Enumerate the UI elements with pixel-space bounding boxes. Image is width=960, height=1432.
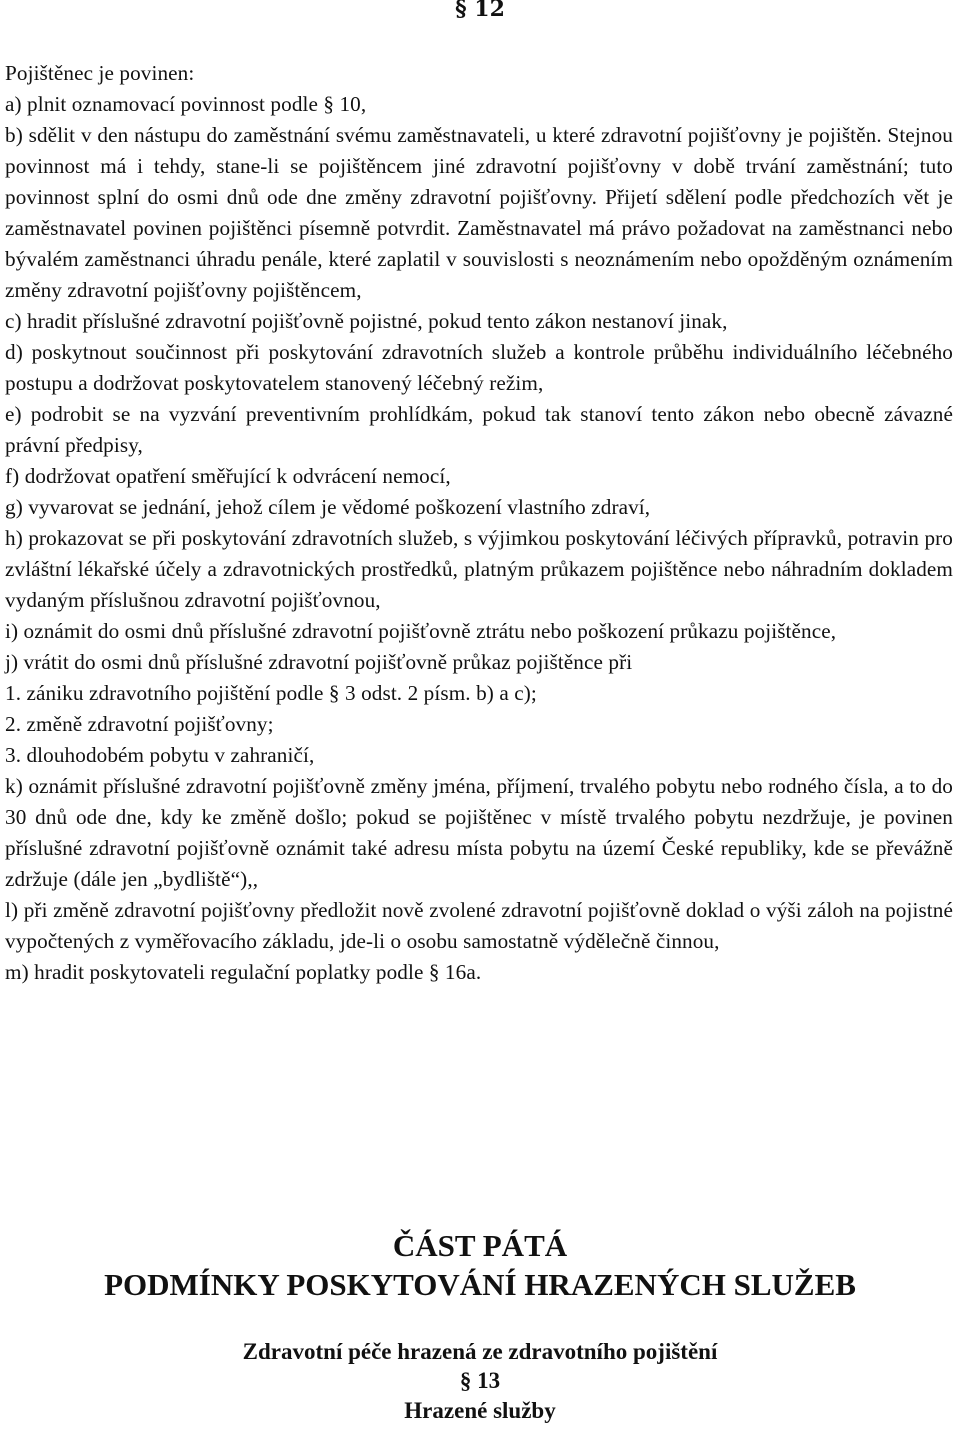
part-number-heading: ČÁST PÁTÁ	[392, 1228, 568, 1263]
section-12-heading: § 12	[455, 0, 505, 22]
obligation-item-e: e) podrobit se na vyzvání preventivním prohlídkám, pokud tak stanoví tento zákon nebo obecně závazné právní předpisy,	[5, 402, 953, 457]
chapter-title-heading: Zdravotní péče hrazená ze zdravotního pojištění	[242, 1339, 718, 1364]
obligation-item-j: j) vrátit do osmi dnů příslušné zdravotní pojišťovně průkaz pojištěnce při	[5, 650, 633, 674]
obligation-item-c: c) hradit příslušné zdravotní pojišťovně pojistné, pokud tento zákon nestanoví jinak,	[5, 309, 728, 333]
part-title-heading: PODMÍNKY POSKYTOVÁNÍ HRAZENÝCH SLUŽEB	[104, 1267, 856, 1302]
obligation-item-k: k) oznámit příslušné zdravotní pojišťovně změny jména, příjmení, trvalého pobytu nebo rodného čísla, a to do 30 dnů ode dne, kdy ke změně došlo; pokud se pojištěnec v místě trvalého pobytu nezdržuje, je povinen příslušné zdravotní pojišťovně oznámit také adresu místa pobytu na území České republiky, kde se převážně zdržuje (dále jen „bydliště“),,	[5, 774, 953, 891]
obligation-item-i: i) oznámit do osmi dnů příslušné zdravotní pojišťovně ztrátu nebo poškození průkazu pojištěnce,	[5, 619, 837, 643]
obligation-item-l: l) při změně zdravotní pojišťovny předložit nově zvolené zdravotní pojišťovně doklad o výši záloh na pojistné vypočtených z vyměřovacího základu, jde-li o osobu samostatně výdělečně činnou,	[5, 898, 953, 953]
obligation-item-a: a) plnit oznamovací povinnost podle § 10,	[5, 92, 367, 116]
obligation-item-j-1: 1. zániku zdravotního pojištění podle § 3 odst. 2 písm. b) a c);	[5, 681, 537, 705]
obligation-item-f: f) dodržovat opatření směřující k odvrácení nemocí,	[5, 464, 451, 488]
obligations-intro: Pojištěnec je povinen:	[5, 61, 195, 85]
obligations-text	[5, 58, 953, 988]
obligation-item-j-2: 2. změně zdravotní pojišťovny;	[5, 712, 274, 736]
obligation-item-b: b) sdělit v den nástupu do zaměstnání svému zaměstnavateli, u které zdravotní pojišťovny je pojištěn. Stejnou povinnost má i tehdy, stane-li se pojištěncem jiné zdravotní pojišťovny v době trvání zaměstnání; tuto povinnost splní do osmi dnů ode dne změny zdravotní pojišťovny. Přijetí sdělení podle předchozích vět je zaměstnavatel povinen pojištěnci písemně potvrdit. Zaměstnavatel má právo požadovat na zaměstnanci nebo bývalém zaměstnanci úhradu penále, které zaplatil v souvislosti s neoznámením nebo opožděným oznámením změny zdravotní pojišťovny pojištěncem,	[5, 123, 953, 302]
obligation-item-m: m) hradit poskytovateli regulační poplatky podle § 16a.	[5, 960, 482, 984]
section-13-name-heading: Hrazené služby	[404, 1398, 556, 1423]
obligation-item-h: h) prokazovat se při poskytování zdravotních služeb, s výjimkou poskytování léčivých přípravků, potravin pro zvláštní lékařské účely a zdravotnických prostředků, platným průkazem pojištěnce nebo náhradním dokladem vydaným příslušnou zdravotní pojišťovnou,	[5, 526, 953, 612]
obligation-item-g: g) vyvarovat se jednání, jehož cílem je vědomé poškození vlastního zdraví,	[5, 495, 651, 519]
obligation-item-j-3: 3. dlouhodobém pobytu v zahraničí,	[5, 743, 315, 767]
section-13-heading: § 13	[459, 1368, 501, 1393]
obligation-item-d: d) poskytnout součinnost při poskytování zdravotních služeb a kontrole průběhu individuálního léčebného postupu a dodržovat poskytovatelem stanovený léčebný režim,	[5, 340, 953, 395]
